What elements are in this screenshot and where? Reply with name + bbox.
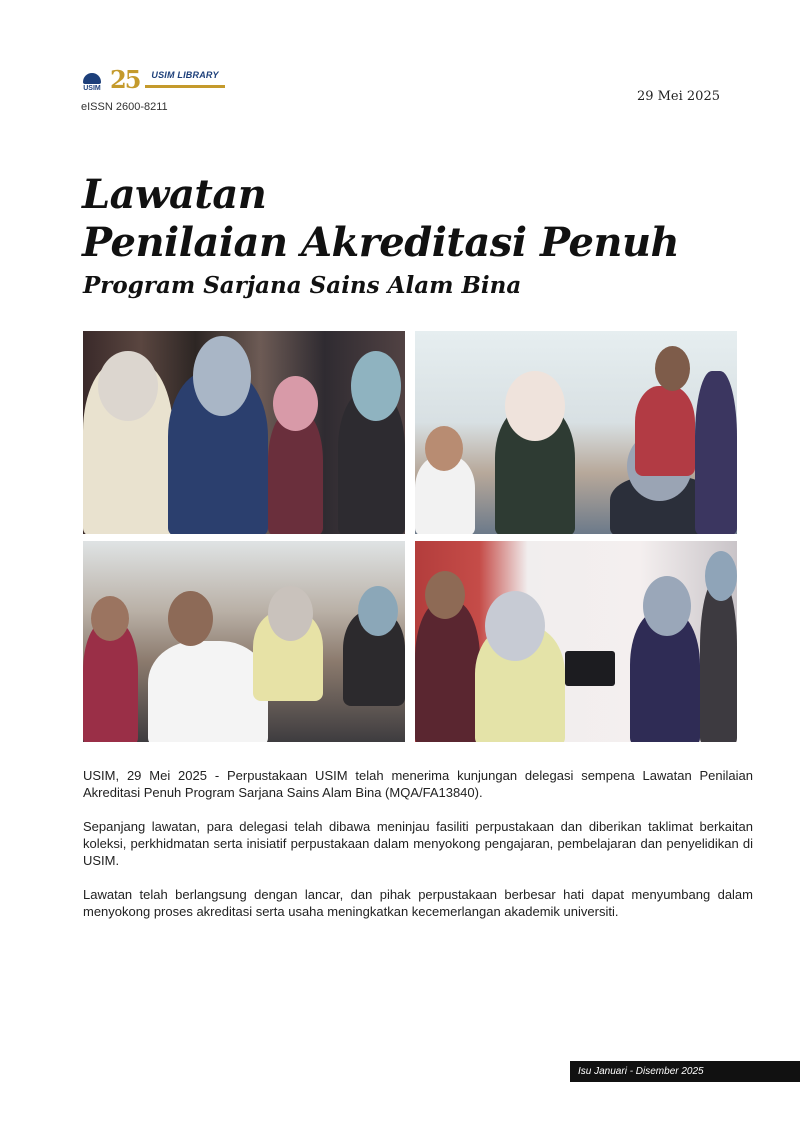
photo-library-counter — [415, 541, 737, 742]
header-logos — [80, 58, 225, 92]
issue-footer — [570, 1061, 800, 1082]
usim-logo — [80, 73, 104, 92]
page-subtitle: Program Sarjana Sains Alam Bina — [83, 272, 522, 299]
title-line-1: Lawatan — [82, 171, 267, 218]
photo-library-lounge — [83, 541, 405, 742]
page-title — [82, 171, 679, 267]
body-paragraph: Lawatan telah berlangsung dengan lancar, dan pihak perpustakaan berbesar hati dapat menyumbang dalam menyokong proses akreditasi serta usaha meningkatkan kecemerlangan akademik universiti. — [83, 887, 753, 919]
publication-date: 29 Mei 2025 — [636, 89, 720, 104]
anniversary-logo: 25 — [110, 65, 140, 94]
article-body — [83, 767, 753, 937]
body-paragraph: USIM, 29 Mei 2025 - Perpustakaan USIM telah menerima kunjungan delegasi sempena Lawatan Penilaian Akreditasi Penuh Program Sarjana Sains Alam Bina (MQA/FA13840). — [83, 768, 753, 800]
issue-label: Isu Januari - Disember 2025 — [578, 1066, 704, 1077]
photo-discussion-table — [415, 331, 737, 534]
library-logo-text: USIM LIBRARY — [151, 70, 219, 80]
photo-library-shelves — [83, 331, 405, 534]
title-line-2: Penilaian Akreditasi Penuh — [82, 219, 680, 266]
usim-logo-text: USIM — [83, 85, 101, 92]
issn: eISSN 2600-8211 — [81, 101, 168, 113]
usim-library-logo — [145, 65, 224, 88]
body-paragraph: Sepanjang lawatan, para delegasi telah dibawa meninjau fasiliti perpustakaan dan diberikan taklimat berkaitan koleksi, perkhidmatan serta inisiatif perpustakaan dalam menyokong pengajaran, pembelajaran dan penyelidikan di USIM. — [83, 819, 753, 868]
dome-icon — [83, 73, 101, 84]
